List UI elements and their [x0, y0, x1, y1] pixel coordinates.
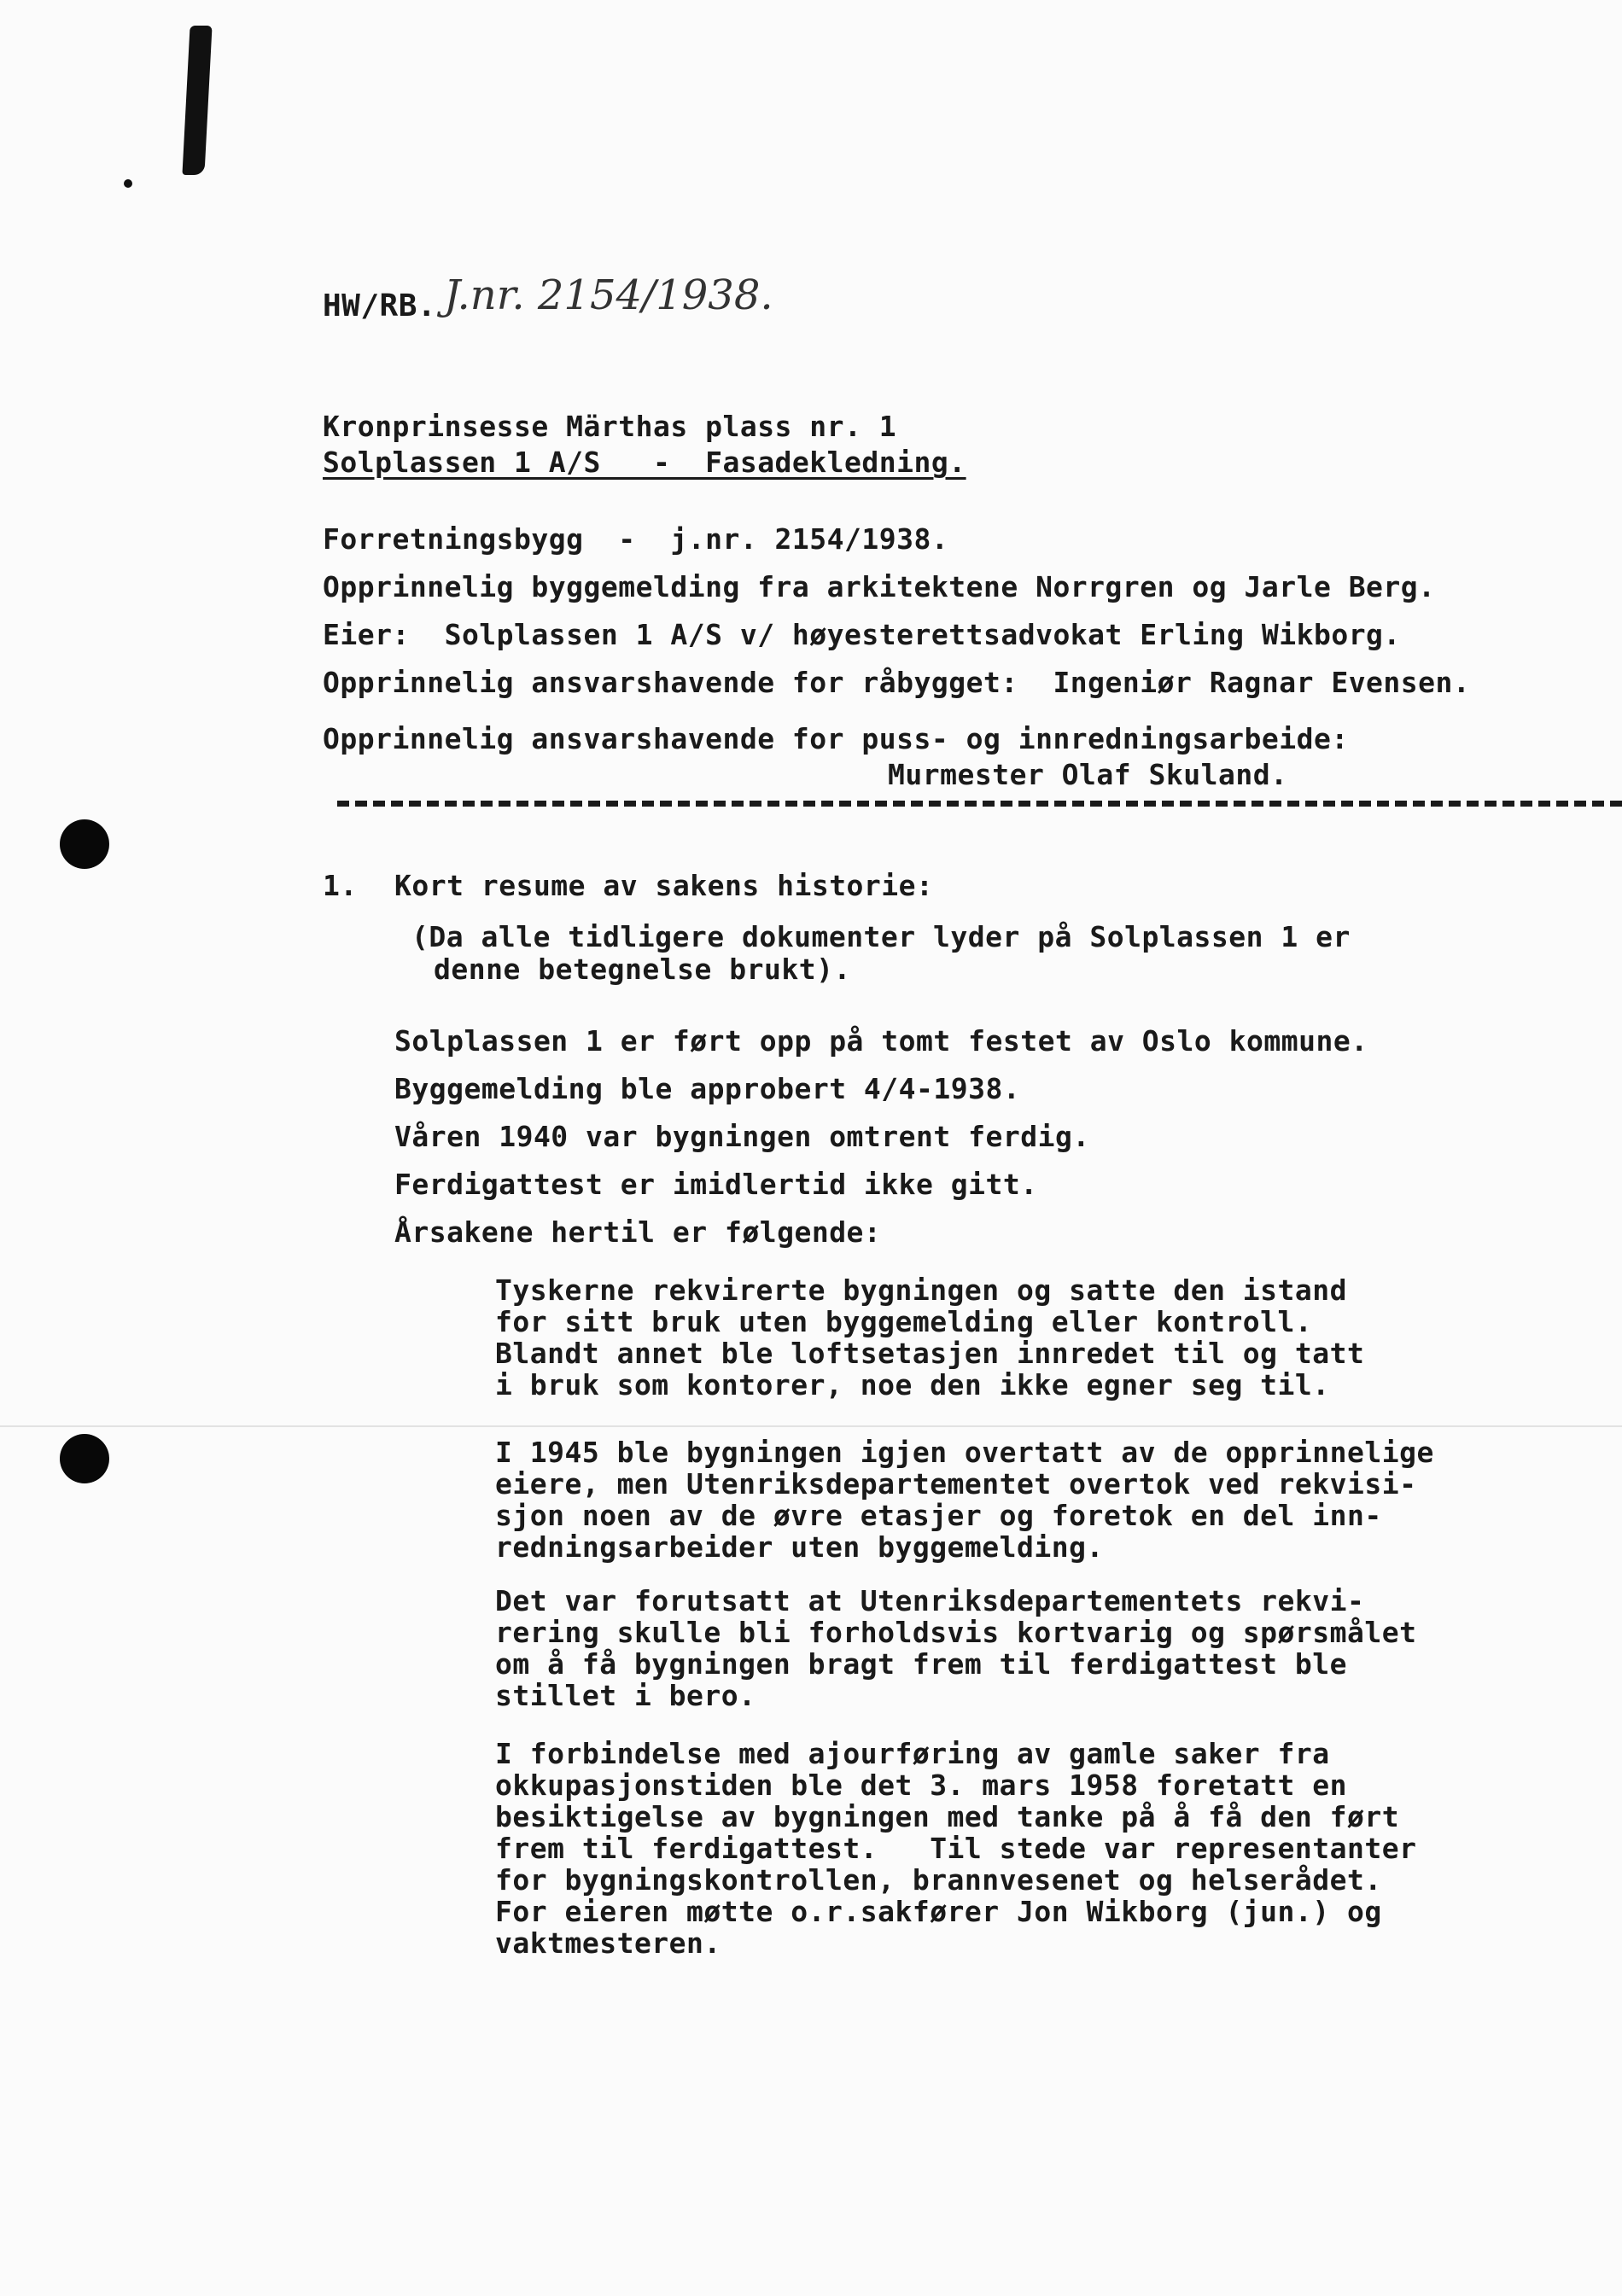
info-owner: Eier: Solplassen 1 A/S v/ høyesterettsadvokat Erling Wikborg.	[323, 618, 1401, 651]
reference-initials: HW/RB.	[323, 288, 437, 323]
ink-mark	[182, 26, 212, 175]
info-mason: Murmester Olaf Skuland.	[888, 758, 1288, 791]
block-line: Tyskerne rekvirerte bygningen og satte den istand	[495, 1273, 1348, 1307]
section-number: 1.	[323, 869, 358, 902]
heading-address: Kronprinsesse Märthas plass nr. 1	[323, 410, 897, 443]
ink-dot	[124, 179, 132, 188]
info-building-type: Forretningsbygg - j.nr. 2154/1938.	[323, 522, 949, 556]
section-note-line: denne betegnelse brukt).	[434, 953, 851, 986]
block-line: For eieren møtte o.r.sakfører Jon Wikborg (jun.) og	[495, 1895, 1382, 1928]
block-line: Det var forutsatt at Utenriksdepartementets rekvi-	[495, 1584, 1365, 1617]
block-line: I 1945 ble bygningen igjen overtatt av de opprinnelige	[495, 1436, 1434, 1469]
block-line: i bruk som kontorer, noe den ikke egner seg til.	[495, 1368, 1330, 1401]
handwritten-journal-number: J.nr. 2154/1938.	[444, 271, 773, 319]
info-architects: Opprinnelig byggemelding fra arkitektene Norrgren og Jarle Berg.	[323, 570, 1436, 603]
block-line: I forbindelse med ajourføring av gamle saker fra	[495, 1737, 1330, 1770]
block-line: redningsarbeider uten byggemelding.	[495, 1530, 1104, 1564]
block-line: for sitt bruk uten byggemelding eller kontroll.	[495, 1305, 1313, 1338]
punch-hole	[60, 1434, 109, 1483]
history-paragraph: Årsakene hertil er følgende:	[394, 1215, 882, 1249]
block-line: om å få bygningen bragt frem til ferdigattest ble	[495, 1647, 1348, 1681]
block-line: frem til ferdigattest. Til stede var representanter	[495, 1832, 1417, 1865]
block-line: for bygningskontrollen, brannvesenet og helserådet.	[495, 1863, 1382, 1897]
section-title: Kort resume av sakens historie:	[394, 869, 934, 902]
heading-subject: Solplassen 1 A/S - Fasadekledning.	[323, 446, 966, 479]
block-line: stillet i bero.	[495, 1679, 756, 1712]
block-line: Blandt annet ble loftsetasjen innredet til og tatt	[495, 1337, 1365, 1370]
block-line: okkupasjonstiden ble det 3. mars 1958 foretatt en	[495, 1769, 1348, 1802]
section-note-line: (Da alle tidligere dokumenter lyder på Solplassen 1 er	[411, 920, 1351, 953]
block-line: sjon noen av de øvre etasjer og foretok en del inn-	[495, 1499, 1382, 1532]
history-paragraph: Ferdigattest er imidlertid ikke gitt.	[394, 1168, 1038, 1201]
info-responsible-shell: Opprinnelig ansvarshavende for råbygget: Ingeniør Ragnar Evensen.	[323, 666, 1471, 699]
separator-line	[337, 801, 1622, 807]
block-line: rering skulle bli forholdsvis kortvarig og spørsmålet	[495, 1616, 1417, 1649]
info-responsible-interior: Opprinnelig ansvarshavende for puss- og innredningsarbeide:	[323, 722, 1349, 755]
paper-fold	[0, 1425, 1622, 1427]
block-line: eiere, men Utenriksdepartementet overtok ved rekvisi-	[495, 1467, 1417, 1501]
block-line: vaktmesteren.	[495, 1926, 721, 1960]
history-paragraph: Våren 1940 var bygningen omtrent ferdig.	[394, 1120, 1090, 1153]
history-paragraph: Solplassen 1 er ført opp på tomt festet av Oslo kommune.	[394, 1024, 1368, 1058]
punch-hole	[60, 819, 109, 869]
history-paragraph: Byggemelding ble approbert 4/4-1938.	[394, 1072, 1021, 1105]
block-line: besiktigelse av bygningen med tanke på å få den ført	[495, 1800, 1400, 1833]
